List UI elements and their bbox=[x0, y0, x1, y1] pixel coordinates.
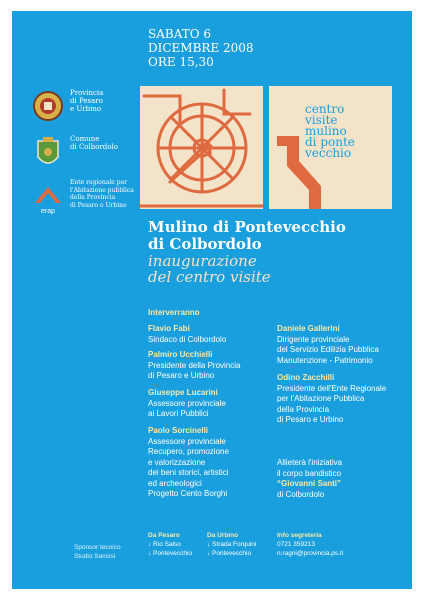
info-contacts bbox=[277, 531, 343, 558]
directions-title: Da Urbino bbox=[207, 532, 239, 539]
provincia-label: Provincia di Pesaro e Urbino bbox=[70, 89, 104, 113]
speaker-role: Dirigente provinciale del Servizio Edilizia Pubblica Manutenzione - Patrimonio bbox=[277, 334, 379, 365]
speaker-name: Flavio Fabi bbox=[148, 324, 190, 333]
event-month: DICEMBRE 2008 bbox=[148, 41, 254, 55]
sponsor-line: Studio Sancisi bbox=[74, 553, 116, 560]
centro-line: visite bbox=[305, 113, 338, 127]
logo-provincia bbox=[32, 89, 103, 127]
speaker-role: Sindaco di Colbordolo bbox=[148, 334, 227, 344]
speaker-name: Giuseppe Lucarini bbox=[148, 388, 218, 397]
directions-urbino bbox=[207, 531, 257, 558]
speaker bbox=[277, 373, 386, 426]
speaker bbox=[148, 324, 226, 345]
event-subtitle bbox=[148, 253, 271, 285]
speaker-name: Paolo Sorcinelli bbox=[148, 426, 209, 435]
erap-logo-icon bbox=[32, 179, 64, 217]
speaker-role: Assessore provinciale Recupero, promozione e valorizzazione dei beni storici, artistici ed archeologici Progetto Cento Borghi bbox=[148, 436, 229, 498]
event-time: ORE 15,30 bbox=[148, 55, 214, 69]
band-note-line: di Colbordolo bbox=[277, 489, 325, 499]
speaker bbox=[148, 350, 241, 382]
erap-label: Ente regionale per l'Abitazione pubblica della Provincia di Pesaro e Urbino bbox=[70, 179, 134, 209]
band-note-line: il corpo bandistico bbox=[277, 468, 342, 478]
erap-badge-text: erap bbox=[40, 208, 56, 215]
sponsor-line: Sponsor tecnico bbox=[74, 544, 121, 551]
centro-line: mulino bbox=[305, 124, 347, 138]
event-day: SABATO 6 bbox=[148, 27, 212, 41]
poster bbox=[12, 11, 412, 589]
provincia-crest-icon bbox=[32, 89, 64, 127]
band-note bbox=[277, 458, 342, 500]
water-wheel-icon bbox=[140, 86, 263, 209]
info-email[interactable]: n.ragni@provincia.ps.it bbox=[277, 550, 344, 557]
info-title: Info segreteria bbox=[277, 532, 322, 539]
directions-line: ↓ Rio Salso bbox=[148, 541, 181, 548]
speaker-name: Odino Zacchilli bbox=[277, 373, 335, 382]
centro-line: di ponte bbox=[305, 135, 355, 149]
band-note-line: Allieterà l'iniziativa bbox=[277, 458, 343, 467]
title-line: di Colbordolo bbox=[148, 235, 262, 253]
speaker-name: Daniele Gallerini bbox=[277, 324, 340, 333]
centro-visite-logo bbox=[269, 86, 392, 209]
directions-line: ↓ Pontevecchio bbox=[148, 550, 193, 557]
speaker bbox=[148, 388, 226, 420]
comune-crest-icon bbox=[32, 135, 64, 173]
comune-label: Comune di Colbordolo bbox=[70, 135, 118, 151]
info-phone: 0721 359213 bbox=[277, 541, 315, 548]
speakers-heading: Interverranno bbox=[148, 308, 200, 317]
directions-line: ↓ Strada Forquini bbox=[207, 541, 257, 548]
logo-erap bbox=[32, 179, 134, 217]
directions-pesaro bbox=[148, 531, 192, 558]
speaker-role: Assessore provinciale ai Lavori Pubblici bbox=[148, 398, 226, 418]
mill-wheel-illustration bbox=[140, 86, 263, 209]
title-line: Mulino di Pontevecchio bbox=[148, 218, 346, 236]
centro-line: vecchio bbox=[305, 146, 352, 160]
logo-comune bbox=[32, 135, 118, 173]
centro-visite-label bbox=[305, 104, 390, 159]
speaker-name: Palmiro Ucchielli bbox=[148, 350, 213, 359]
event-title bbox=[148, 219, 346, 253]
subtitle-line: del centro visite bbox=[148, 268, 271, 286]
subtitle-line: inaugurazione bbox=[148, 252, 257, 270]
directions-line: ↓ Pontevecchio bbox=[207, 550, 252, 557]
speaker bbox=[148, 426, 229, 500]
speaker bbox=[277, 324, 379, 366]
event-date bbox=[148, 27, 254, 69]
centro-line: centro bbox=[305, 102, 345, 116]
sponsor-credit bbox=[74, 543, 121, 561]
band-name: “Giovanni Santi” bbox=[277, 479, 342, 488]
speaker-role: Presidente dell'Ente Regionale per l'Abitazione Pubblica della Provincia di Pesaro e Urbino bbox=[277, 383, 387, 424]
speaker-role: Presidente della Provincia di Pesaro e Urbino bbox=[148, 360, 241, 380]
directions-title: Da Pesaro bbox=[148, 532, 180, 539]
